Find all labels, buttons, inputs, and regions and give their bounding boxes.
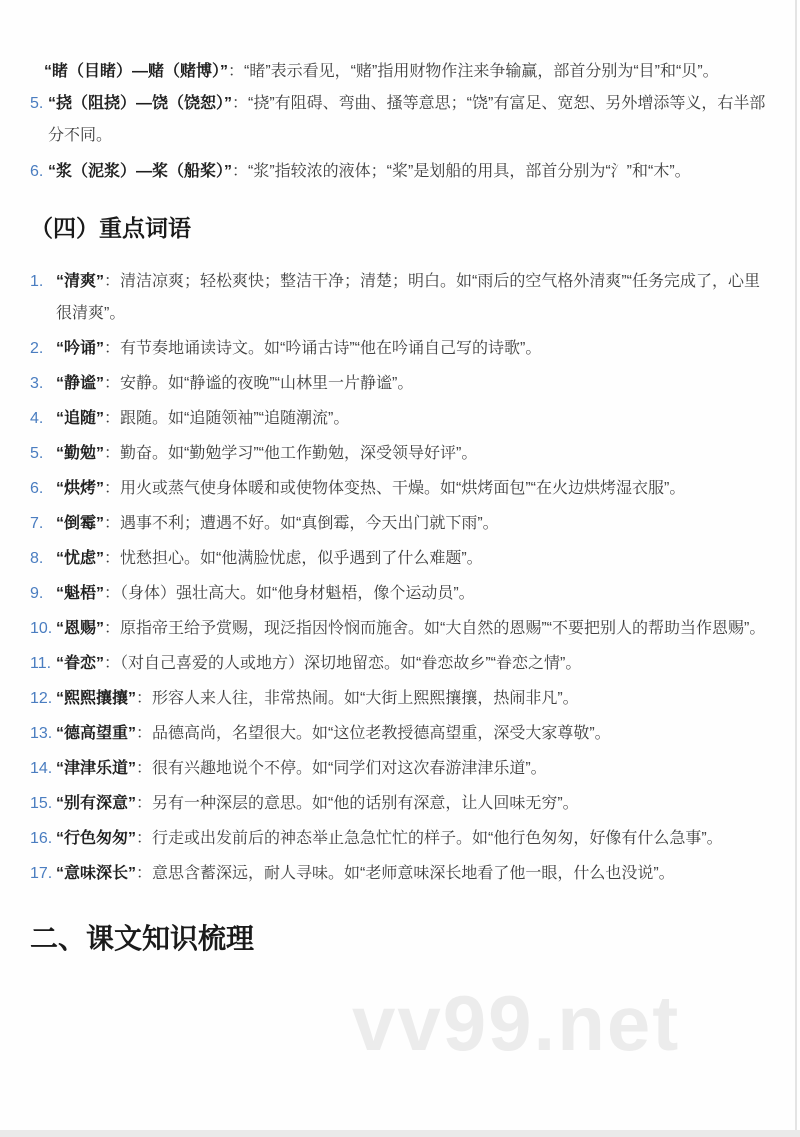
item-word: “津津乐道” [56, 760, 137, 777]
item-number: 16. [30, 830, 53, 847]
item-definition: ：有节奏地诵读诗文。如“吟诵古诗”“他在吟诵自己写的诗歌”。 [104, 340, 542, 357]
item-definition: ：形容人来人往，非常热闹。如“大街上熙熙攘攘，热闹非凡”。 [136, 690, 579, 707]
key-word-item [30, 613, 772, 645]
key-word-item [30, 333, 772, 365]
word-pair-item-continued [30, 56, 772, 88]
item-text [56, 403, 772, 435]
item-number: 1. [30, 273, 44, 290]
item-definition: ：（对自己喜爱的人或地方）深切地留恋。如“眷恋故乡”“眷恋之情”。 [104, 655, 582, 672]
item-text [56, 613, 772, 645]
key-word-item [30, 578, 772, 610]
item-word: “烘烤” [56, 480, 105, 497]
item-text [48, 156, 772, 188]
key-word-item [30, 473, 772, 505]
item-word: “清爽” [56, 273, 105, 290]
item-text [56, 543, 772, 575]
key-word-item [30, 788, 772, 820]
item-definition: ：品德高尚，名望很大。如“这位老教授德高望重，深受大家尊敬”。 [136, 725, 611, 742]
item-definition: ：勤奋。如“勤勉学习”“他工作勤勉，深受领导好评”。 [104, 445, 478, 462]
item-word: “勤勉” [56, 445, 105, 462]
item-number: 3. [30, 375, 44, 392]
item-word: “吟诵” [56, 340, 105, 357]
item-word: “忧虑” [56, 550, 105, 567]
item-number: 14. [30, 760, 53, 777]
item-definition: ：“挠”有阻碍、弯曲、搔等意思；“饶”有富足、宽恕、另外增添等义，右半部分不同。 [48, 95, 766, 144]
item-word: “恩赐” [56, 620, 105, 637]
item-word: “行色匆匆” [56, 830, 137, 847]
watermark: vv99.net [352, 979, 681, 1067]
key-word-item [30, 438, 772, 470]
chapter-heading: 二、课文知识梳理 [30, 923, 255, 954]
item-text [56, 718, 772, 750]
item-number: 5. [30, 95, 44, 112]
item-word: “眷恋” [56, 655, 105, 672]
item-text [56, 578, 772, 610]
item-number: 15. [30, 795, 53, 812]
item-number: 7. [30, 515, 44, 532]
item-text [56, 333, 772, 365]
key-word-item [30, 508, 772, 540]
key-word-item [30, 823, 772, 855]
item-text [56, 648, 772, 680]
key-word-item [30, 753, 772, 785]
item-definition: ：用火或蒸气使身体暖和或使物体变热、干燥。如“烘烤面包”“在火边烘烤湿衣服”。 [104, 480, 686, 497]
item-word: “追随” [56, 410, 105, 427]
item-text [56, 438, 772, 470]
item-number: 11. [30, 655, 52, 672]
word-pair-list [30, 56, 772, 188]
item-definition: ：“浆”指较浓的液体；“桨”是划船的用具，部首分别为“氵”和“木”。 [232, 163, 691, 180]
word-pair-item [30, 88, 772, 152]
item-word: “德高望重” [56, 725, 137, 742]
item-number: 10. [30, 620, 53, 637]
item-number: 5. [30, 445, 44, 462]
item-text [56, 368, 772, 400]
item-word: “挠（阻挠）—饶（饶恕）” [48, 95, 233, 112]
item-text [56, 753, 772, 785]
item-definition: ：跟随。如“追随领袖”“追随潮流”。 [104, 410, 350, 427]
key-word-item [30, 368, 772, 400]
item-number: 2. [30, 340, 44, 357]
item-definition: ：忧愁担心。如“他满脸忧虑，似乎遇到了什么难题”。 [104, 550, 483, 567]
item-text [56, 508, 772, 540]
page-bottom-edge [0, 1130, 800, 1137]
item-word: “静谧” [56, 375, 105, 392]
item-word: “魁梧” [56, 585, 105, 602]
key-word-item [30, 403, 772, 435]
item-text [48, 88, 772, 152]
item-definition: ：“睹”表示看见，“赌”指用财物作注来争输赢，部首分别为“目”和“贝”。 [228, 63, 719, 80]
item-word: “睹（目睹）—赌（赌博）” [44, 63, 229, 80]
item-number: 4. [30, 410, 44, 427]
item-definition: ：另有一种深层的意思。如“他的话别有深意，让人回味无穷”。 [136, 795, 579, 812]
word-pair-item [30, 156, 772, 188]
key-word-item [30, 648, 772, 680]
item-definition: ：遇事不利；遭遇不好。如“真倒霉，今天出门就下雨”。 [104, 515, 499, 532]
item-definition: ：意思含蓄深远，耐人寻味。如“老师意味深长地看了他一眼，什么也没说”。 [136, 865, 675, 882]
item-text [56, 266, 772, 330]
key-word-item [30, 266, 772, 330]
item-number: 6. [30, 480, 44, 497]
item-number: 13. [30, 725, 53, 742]
item-text [56, 858, 772, 890]
item-number: 8. [30, 550, 44, 567]
item-number: 6. [30, 163, 44, 180]
item-number: 17. [30, 865, 53, 882]
item-text [56, 788, 772, 820]
item-word: “熙熙攘攘” [56, 690, 137, 707]
item-definition: ：行走或出发前后的神态举止急急忙忙的样子。如“他行色匆匆，好像有什么急事”。 [136, 830, 723, 847]
item-definition: ：很有兴趣地说个不停。如“同学们对这次春游津津乐道”。 [136, 760, 547, 777]
item-number: 12. [30, 690, 53, 707]
item-definition: ：清洁凉爽；轻松爽快；整洁干净；清楚；明白。如“雨后的空气格外清爽”“任务完成了，心里很清爽”。 [56, 273, 761, 322]
item-word: “浆（泥浆）—桨（船桨）” [48, 163, 233, 180]
item-definition: ：安静。如“静谧的夜晚”“山林里一片静谧”。 [104, 375, 414, 392]
item-word: “倒霉” [56, 515, 105, 532]
key-word-item [30, 718, 772, 750]
item-definition: ：（身体）强壮高大。如“他身材魁梧，像个运动员”。 [104, 585, 475, 602]
item-word: “别有深意” [56, 795, 137, 812]
key-word-item [30, 858, 772, 890]
item-text [56, 823, 772, 855]
key-word-item [30, 543, 772, 575]
key-word-item [30, 683, 772, 715]
item-definition: ：原指帝王给予赏赐，现泛指因怜悯而施舍。如“大自然的恩赐”“不要把别人的帮助当作恩赐”。 [104, 620, 766, 637]
item-text [56, 473, 772, 505]
section-heading-key-words: （四）重点词语 [30, 215, 191, 241]
page-right-edge [795, 0, 797, 1130]
item-number: 9. [30, 585, 44, 602]
key-words-list [30, 266, 772, 890]
item-text [56, 683, 772, 715]
item-word: “意味深长” [56, 865, 137, 882]
